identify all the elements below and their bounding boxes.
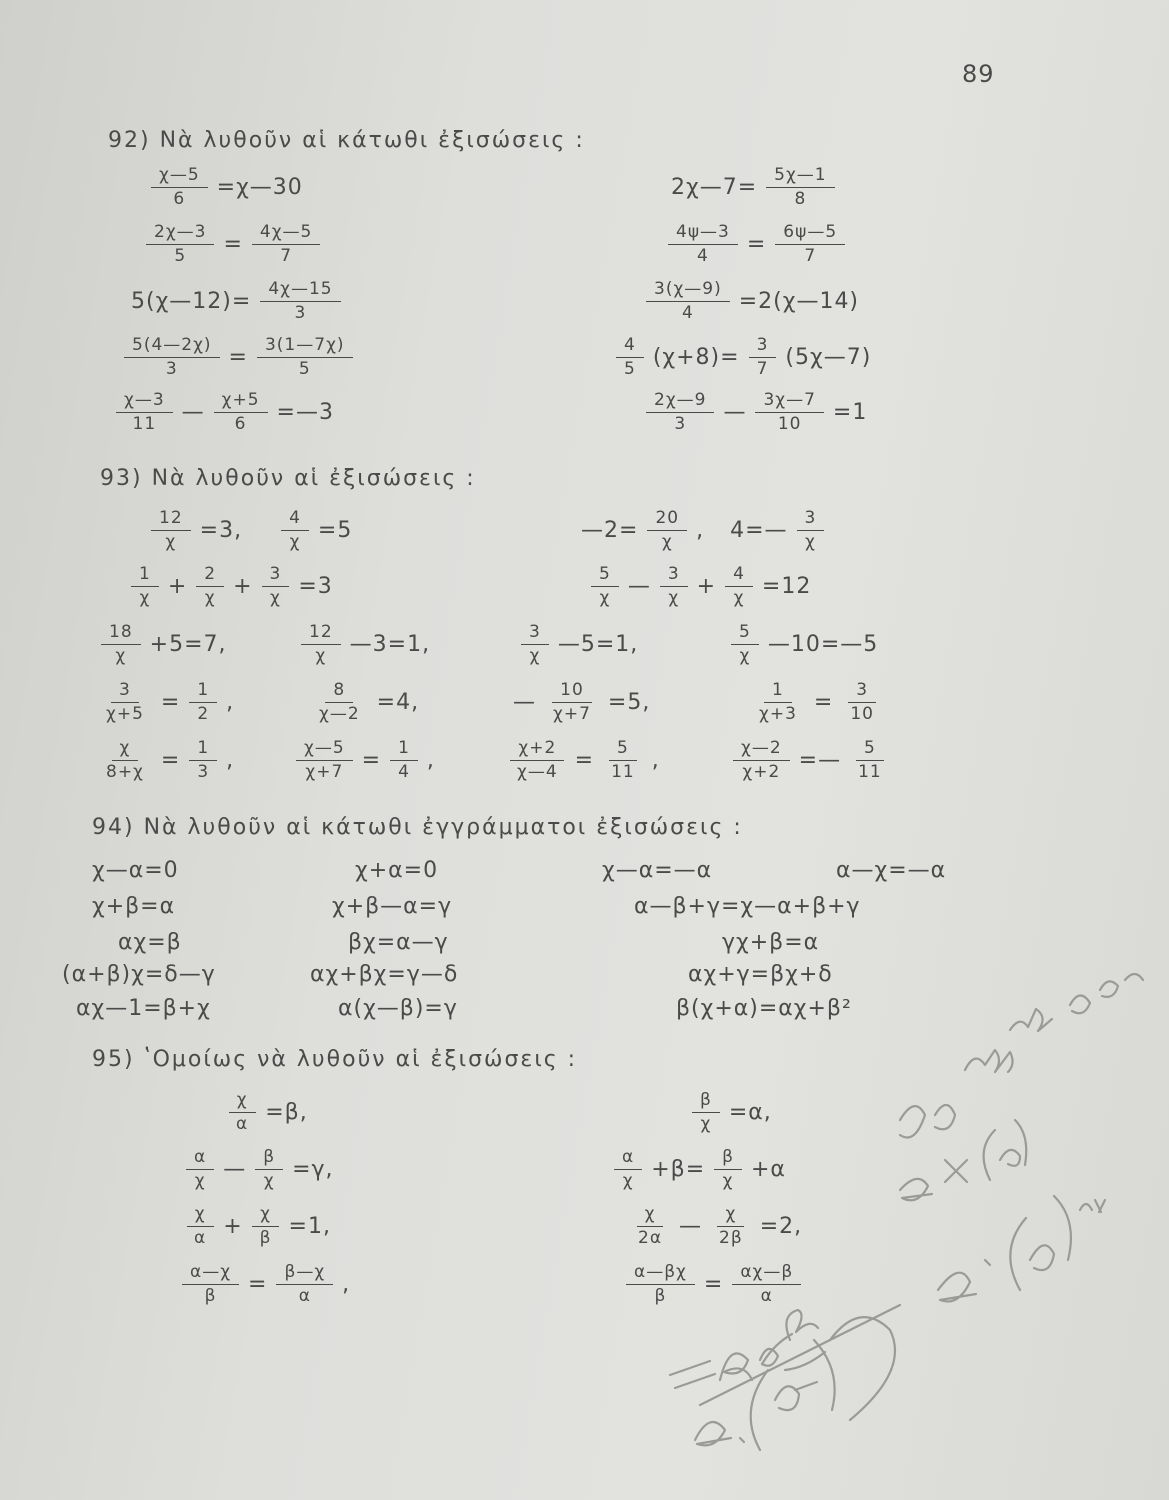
equation: $\frac{1}{\chi+3}$ = $\frac{3}{10}$ bbox=[745, 680, 888, 725]
fraction: $\frac{2\chi—3}{5}$ bbox=[146, 222, 214, 267]
fraction: $\frac{3}{\chi}$ bbox=[660, 564, 688, 609]
fraction: $\frac{\chi—5}{6}$ bbox=[151, 165, 208, 210]
equation: α—χ=—α bbox=[836, 858, 947, 883]
fraction: $\frac{\chi—2}{\chi+2}$ bbox=[733, 738, 790, 783]
equation: $\frac{12}{\chi}$ —3=1, bbox=[295, 622, 433, 667]
fraction: $\frac{\alpha—\chi}{\beta}$ bbox=[182, 1262, 239, 1307]
fraction: $\frac{\chi}{2\alpha}$ bbox=[638, 1204, 663, 1248]
equation: χ—α=—α bbox=[602, 858, 713, 883]
fraction: $\frac{\chi}{\alpha}$ bbox=[228, 1090, 256, 1135]
equation: $\frac{4\psi—3}{4}$ = $\frac{6\psi—5}{7}$ bbox=[662, 222, 851, 267]
fraction: $\frac{\chi}{\alpha}$ bbox=[186, 1204, 214, 1249]
equation: αχ=β bbox=[118, 930, 182, 955]
section-95-heading: 95) ʽΟμοίως νὰ λυθοῦν αἱ ἐξισώσεις : bbox=[92, 1047, 578, 1072]
fraction: $\frac{10}{\chi+7}$ bbox=[553, 680, 591, 724]
fraction: $\frac{\chi—5}{\chi+7}$ bbox=[296, 738, 353, 783]
equation: χ+α=0 bbox=[355, 858, 439, 883]
fraction: $\frac{4\chi—5}{7}$ bbox=[252, 222, 320, 267]
equation: χ+β—α=γ bbox=[332, 894, 453, 919]
section-94-heading: 94) Νὰ λυθοῦν αἱ κάτωθι ἐγγράμματοι ἐξισώσεις : bbox=[92, 815, 743, 840]
fraction: $\frac{\beta}{\chi}$ bbox=[692, 1090, 720, 1135]
equation: $\frac{\chi—5}{6}$ =χ—30 bbox=[145, 165, 306, 210]
equation: αχ—1=β+χ bbox=[76, 996, 211, 1021]
equation: $\frac{5(4—2\chi)}{3}$ = $\frac{3(1—7\chi)}{5}$ bbox=[118, 335, 359, 380]
equation: $\frac{12}{\chi}$ =3, $\frac{4}{\chi}$ =5 bbox=[145, 508, 355, 553]
fraction: $\frac{4}{\chi}$ bbox=[725, 564, 753, 609]
fraction: $\frac{3(1—7\chi)}{5}$ bbox=[257, 335, 353, 380]
fraction: $\frac{3}{\chi+5}$ bbox=[106, 680, 144, 724]
fraction: $\frac{8}{\chi—2}$ bbox=[319, 680, 360, 724]
page-number: 89 bbox=[962, 60, 995, 88]
fraction: $\frac{6\psi—5}{7}$ bbox=[775, 222, 845, 267]
equation: $\frac{\alpha}{\chi}$ — $\frac{\beta}{\chi}$ =γ, bbox=[180, 1147, 337, 1192]
equation: $\frac{5}{\chi}$ —10=—5 bbox=[725, 622, 881, 667]
fraction: $\frac{\beta}{\chi}$ bbox=[255, 1147, 283, 1192]
equation: $\frac{\alpha—\beta\chi}{\beta}$ = $\frac{\alpha\chi—\beta}{\alpha}$ bbox=[620, 1262, 807, 1307]
fraction: $\frac{2}{\chi}$ bbox=[196, 564, 224, 609]
equation: αχ+γ=βχ+δ bbox=[688, 962, 833, 987]
equation: χ+β=α bbox=[92, 894, 176, 919]
fraction: $\frac{5}{11}$ bbox=[603, 738, 643, 783]
fraction: $\frac{1}{\chi}$ bbox=[131, 564, 159, 609]
equation: — $\frac{10}{\chi+7}$ =5, bbox=[513, 680, 651, 724]
equation: $\frac{8}{\chi—2}$ =4, bbox=[305, 680, 422, 725]
fraction: $\frac{5(4—2\chi)}{3}$ bbox=[124, 335, 220, 380]
fraction: $\frac{3}{\chi}$ bbox=[521, 622, 549, 667]
equation: $\frac{\chi—2}{\chi+2}$ =— $\frac{5}{11}$ bbox=[727, 738, 896, 783]
equation: χ—α=0 bbox=[92, 858, 179, 883]
equation: β(χ+α)=αχ+β² bbox=[676, 996, 852, 1021]
fraction: $\frac{\chi}{2\beta}$ bbox=[719, 1204, 743, 1248]
equation: βχ=α—γ bbox=[348, 930, 449, 955]
equation: γχ+β=α bbox=[722, 930, 820, 955]
equation: αχ+βχ=γ—δ bbox=[310, 962, 459, 987]
equation: $\frac{3(\chi—9)}{4}$ =2(χ—14) bbox=[640, 279, 862, 324]
fraction: $\frac{4}{\chi}$ bbox=[281, 508, 309, 553]
equation: α(χ—β)=γ bbox=[338, 996, 458, 1021]
fraction: $\frac{\alpha}{\chi}$ bbox=[186, 1147, 214, 1192]
fraction: $\frac{3\chi—7}{10}$ bbox=[755, 390, 823, 435]
equation: $\frac{\chi—3}{11}$ — $\frac{\chi+5}{6}$ =—3 bbox=[110, 390, 337, 435]
fraction: $\frac{\chi—3}{11}$ bbox=[116, 390, 173, 435]
section-92-heading: 92) Νὰ λυθοῦν αἱ κάτωθι ἐξισώσεις : bbox=[108, 128, 585, 153]
equation: $\frac{2\chi—9}{3}$ — $\frac{3\chi—7}{10}$ =1 bbox=[640, 390, 870, 435]
fraction: $\frac{18}{\chi}$ bbox=[101, 622, 141, 667]
equation: α—β+γ=χ—α+β+γ bbox=[634, 894, 861, 919]
equation: $\frac{2\chi—3}{5}$ = $\frac{4\chi—5}{7}$ bbox=[140, 222, 326, 267]
fraction: $\frac{\chi+5}{6}$ bbox=[214, 390, 268, 435]
fraction: $\frac{5}{\chi}$ bbox=[731, 622, 759, 667]
fraction: $\frac{1}{\chi+3}$ bbox=[759, 680, 797, 724]
equation: $\frac{18}{\chi}$ +5=7, bbox=[95, 622, 230, 667]
equation: $\frac{4}{5}$ (χ+8)= $\frac{3}{7}$ (5χ—7) bbox=[610, 335, 874, 380]
fraction: $\frac{20}{\chi}$ bbox=[647, 508, 687, 553]
fraction: $\frac{5}{\chi}$ bbox=[591, 564, 619, 609]
fraction: $\frac{3}{\chi}$ bbox=[262, 564, 290, 609]
fraction: $\frac{1}{2}$ bbox=[189, 680, 217, 725]
fraction: $\frac{\chi+2}{\chi—4}$ bbox=[509, 738, 566, 783]
equation: $\frac{3}{\chi}$ —5=1, bbox=[515, 622, 641, 667]
fraction: $\frac{12}{\chi}$ bbox=[151, 508, 191, 553]
fraction: $\frac{\chi}{\beta}$ bbox=[252, 1204, 280, 1249]
equation: $\frac{\chi}{\alpha}$ =β, bbox=[222, 1090, 311, 1135]
fraction: $\frac{2\chi—9}{3}$ bbox=[646, 390, 714, 435]
fraction: $\frac{4\chi—15}{3}$ bbox=[260, 279, 340, 324]
fraction: $\frac{\beta—\chi}{\alpha}$ bbox=[276, 1262, 333, 1307]
equation: —2= $\frac{20}{\chi}$ , 4=— $\frac{3}{\chi}$ bbox=[578, 508, 830, 553]
equation: $\frac{\alpha}{\chi}$ +β= $\frac{\beta}{\chi}$ +α bbox=[608, 1147, 789, 1192]
fraction: $\frac{4\psi—3}{4}$ bbox=[668, 222, 738, 267]
equation: 2χ—7= $\frac{5\chi—1}{8}$ bbox=[668, 165, 841, 210]
equation: $\frac{\chi}{2\alpha}$ — $\frac{\chi}{2\beta}$ =2, bbox=[624, 1204, 805, 1249]
fraction: $\frac{\beta}{\chi}$ bbox=[714, 1147, 742, 1192]
equation: 5(χ—12)= $\frac{4\chi—15}{3}$ bbox=[128, 279, 347, 324]
equation: $\frac{\beta}{\chi}$ =α, bbox=[686, 1090, 775, 1135]
fraction: $\frac{\alpha\chi—\beta}{\alpha}$ bbox=[732, 1262, 801, 1307]
section-93-heading: 93) Νὰ λυθοῦν αἱ ἐξισώσεις : bbox=[100, 466, 476, 491]
equation: $\frac{\alpha—\chi}{\beta}$ = $\frac{\beta—\chi}{\alpha}$ , bbox=[176, 1262, 353, 1307]
fraction: $\frac{3}{10}$ bbox=[842, 680, 882, 725]
equation: (α+β)χ=δ—γ bbox=[62, 962, 216, 987]
fraction: $\frac{3}{\chi}$ bbox=[797, 508, 825, 553]
fraction: $\frac{12}{\chi}$ bbox=[301, 622, 341, 667]
fraction: $\frac{\chi}{8+\chi}$ bbox=[106, 738, 144, 782]
fraction: $\frac{\alpha—\beta\chi}{\beta}$ bbox=[626, 1262, 695, 1307]
equation: $\frac{\chi}{8+\chi}$ = $\frac{1}{3}$ , bbox=[92, 738, 237, 783]
equation: $\frac{3}{\chi+5}$ = $\frac{1}{2}$ , bbox=[92, 680, 237, 725]
fraction: $\frac{3}{7}$ bbox=[749, 335, 777, 380]
handwritten-scribbles bbox=[600, 960, 1169, 1460]
equation: $\frac{1}{\chi}$ + $\frac{2}{\chi}$ + $\frac{3}{\chi}$ =3 bbox=[125, 564, 336, 609]
equation: $\frac{\chi—5}{\chi+7}$ = $\frac{1}{4}$ , bbox=[290, 738, 438, 783]
equation: $\frac{\chi+2}{\chi—4}$ = $\frac{5}{11}$ , bbox=[503, 738, 663, 783]
fraction: $\frac{1}{4}$ bbox=[390, 738, 418, 783]
fraction: $\frac{5\chi—1}{8}$ bbox=[766, 165, 834, 210]
fraction: $\frac{3(\chi—9)}{4}$ bbox=[646, 279, 730, 324]
fraction: $\frac{\alpha}{\chi}$ bbox=[614, 1147, 642, 1192]
fraction: $\frac{1}{3}$ bbox=[189, 738, 217, 783]
fraction: $\frac{5}{11}$ bbox=[850, 738, 890, 783]
fraction: $\frac{4}{5}$ bbox=[616, 335, 644, 380]
equation: $\frac{\chi}{\alpha}$ + $\frac{\chi}{\beta}$ =1, bbox=[180, 1204, 334, 1249]
equation: $\frac{5}{\chi}$ — $\frac{3}{\chi}$ + $\frac{4}{\chi}$ =12 bbox=[585, 564, 814, 609]
